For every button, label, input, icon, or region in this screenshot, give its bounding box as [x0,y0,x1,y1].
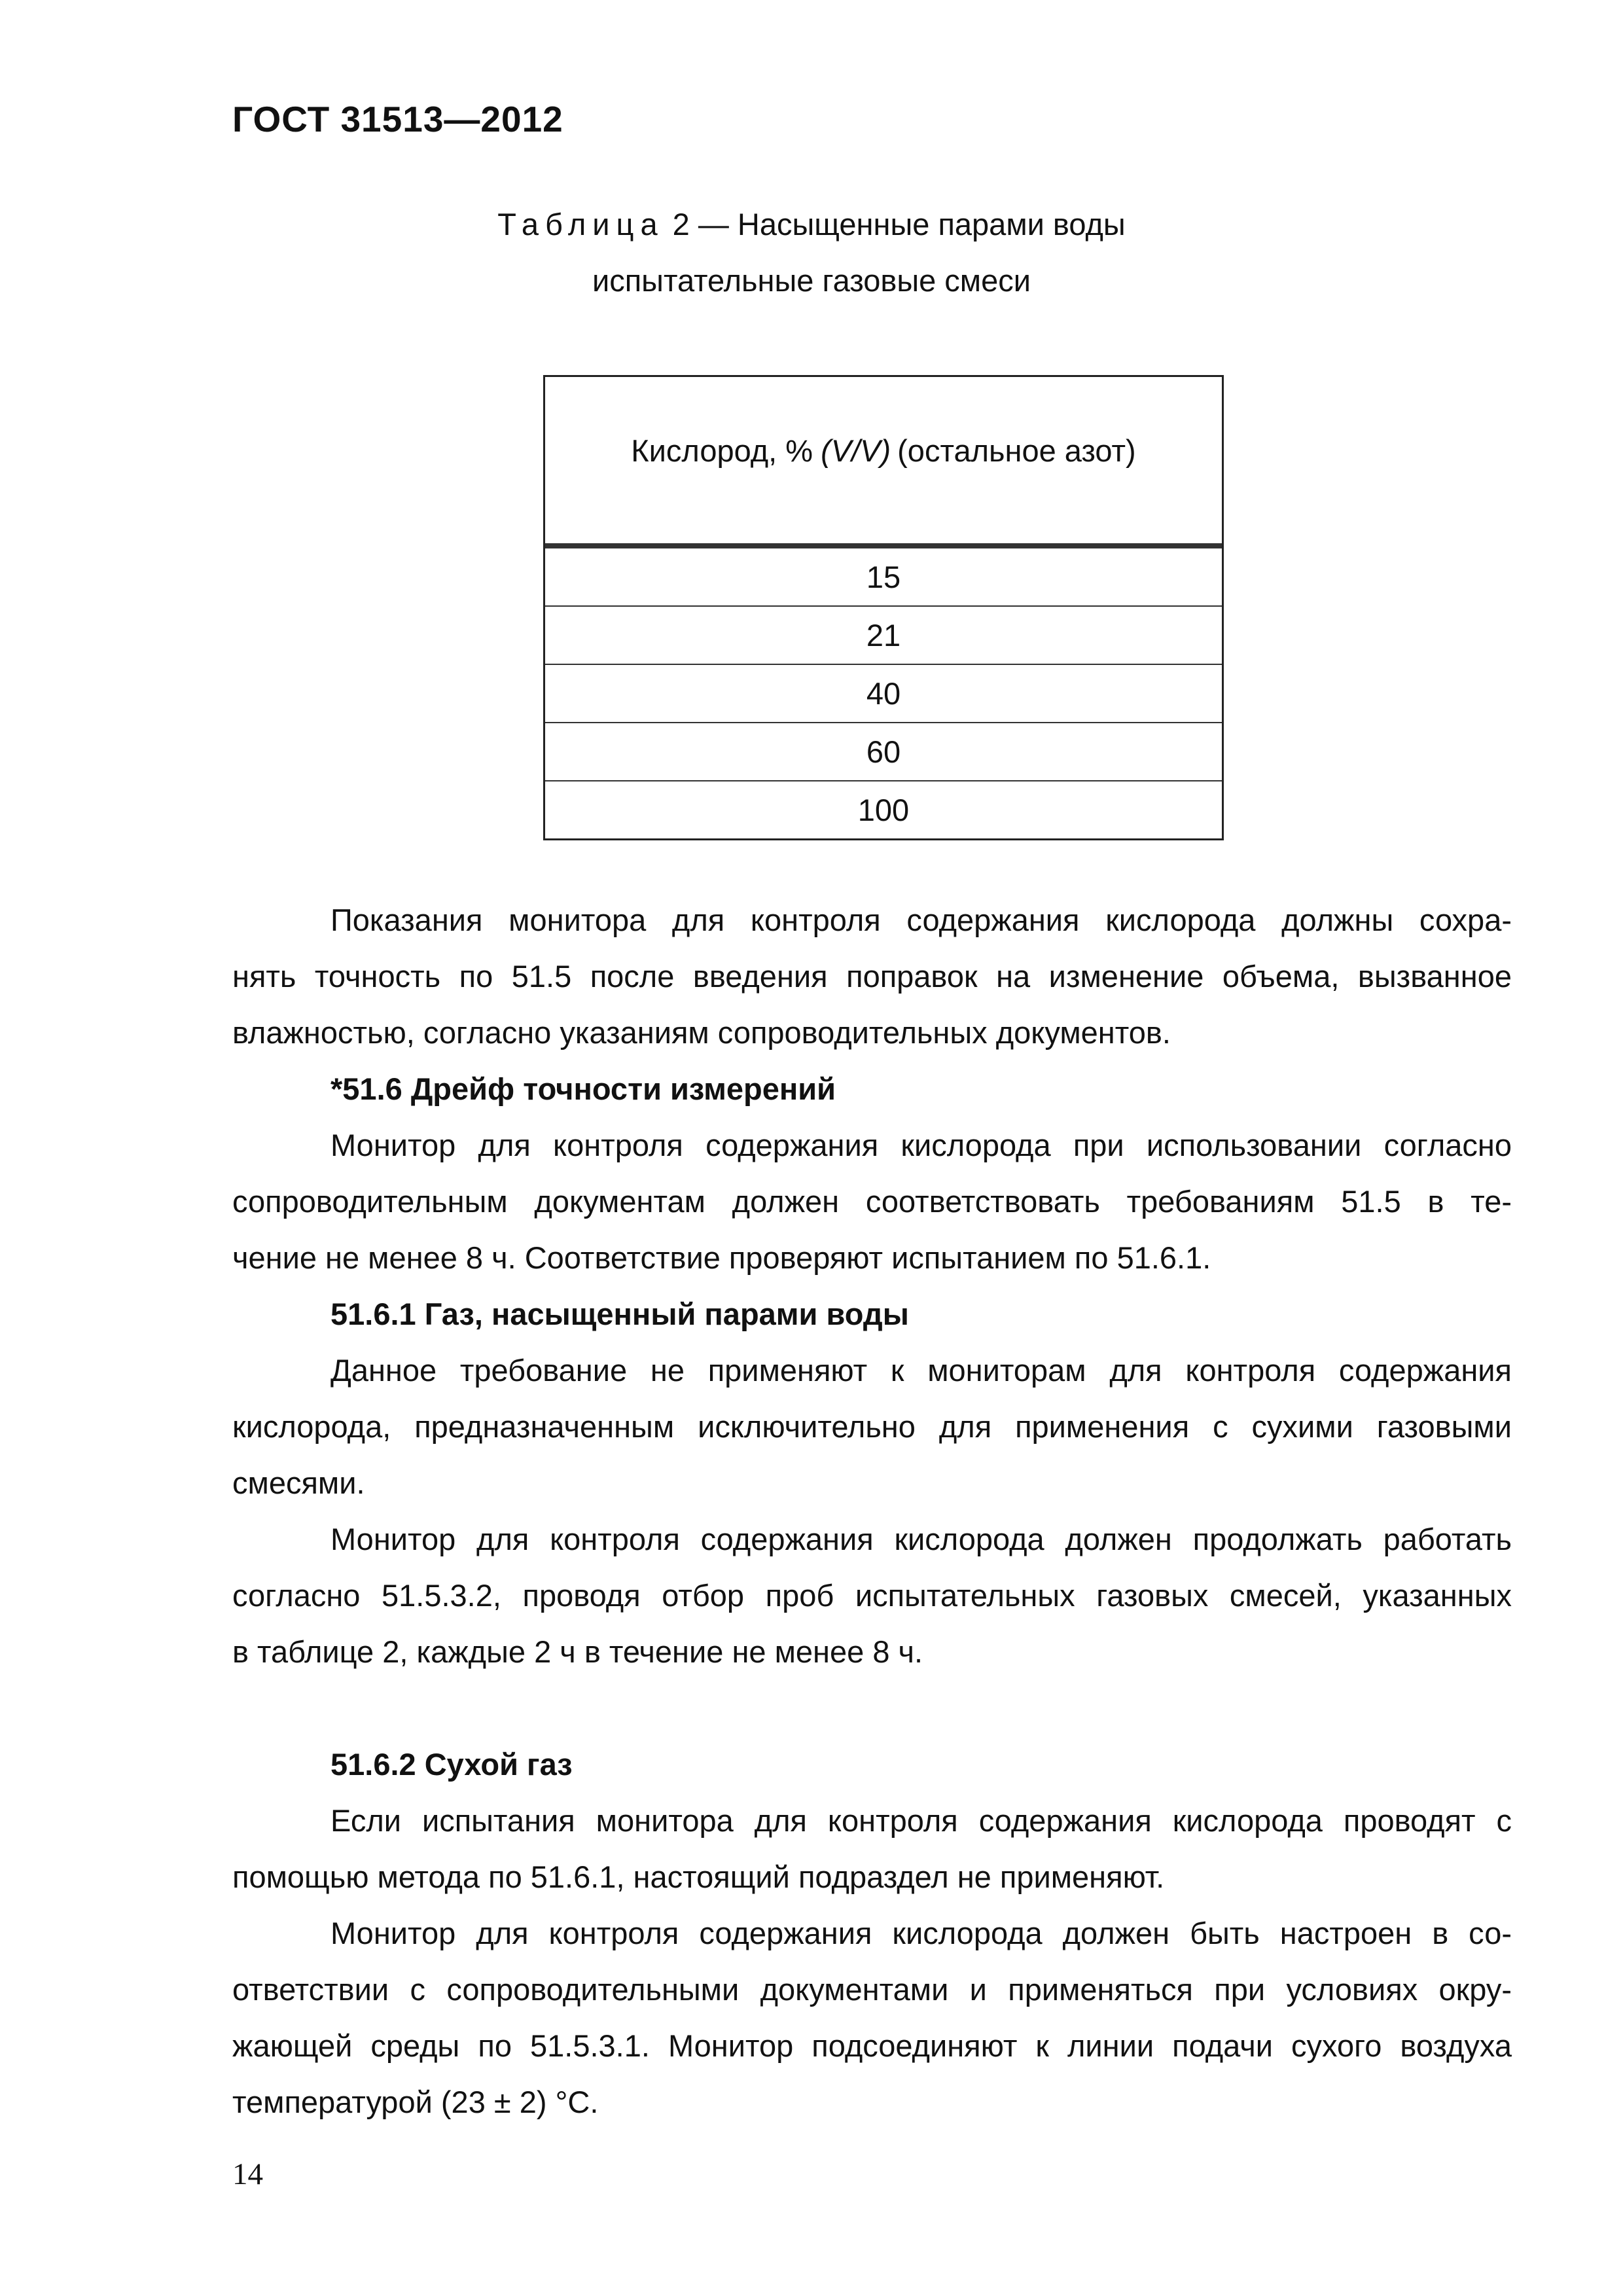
table-caption-label: Таблица [497,207,664,242]
text-line: влажностью, согласно указаниям сопроводительных документов. [232,1015,1171,1050]
document-code: ГОСТ 31513—2012 [232,99,563,139]
text-line: ответствии с сопроводительными документами и применяться при условиях окру- [232,1972,1512,2007]
paragraph-accuracy [232,892,1512,1061]
table-caption [0,196,1623,253]
table-row: 100 [545,780,1222,838]
section-heading-51-6-1: 51.6.1 Газ, насыщенный парами воды [330,1297,909,1331]
section-heading-51-6: *51.6 Дрейф точности измерений [330,1071,836,1106]
paragraph-dry-gas-exception [232,1793,1512,1905]
table-caption-title: 2 — Насыщенные парами воды [672,207,1126,242]
text-line: Монитор для контроля содержания кислорода должен быть настроен в со- [330,1916,1512,1950]
column-header-unit: (V/V) [821,433,891,468]
table-column-header [545,377,1222,547]
paragraph-drift [232,1117,1512,1286]
text-line: жающей среды по 51.5.3.1. Монитор подсоединяют к линии подачи сухого воздуха [232,2028,1512,2063]
text-line: Монитор для контроля содержания кислорода должен продолжать работать [330,1522,1512,1556]
text-line: смесями. [232,1465,365,1500]
table-row: 15 [545,547,1222,605]
table-row: 60 [545,722,1222,780]
text-line: помощью метода по 51.6.1, настоящий подраздел не применяют. [232,1859,1165,1894]
oxygen-table [543,375,1224,840]
column-header-suffix: (остальное азот) [897,433,1136,468]
text-line: Если испытания монитора для контроля содержания кислорода проводят с [330,1803,1512,1838]
table-row: 21 [545,605,1222,664]
page-number: 14 [232,2157,263,2191]
paragraph-dry-gas-setup [232,1905,1512,2130]
text-line: сопроводительным документам должен соответствовать требованиям 51.5 в те- [232,1184,1512,1219]
section-heading-51-6-2: 51.6.2 Сухой газ [330,1747,573,1782]
text-line: кислорода, предназначенным исключительно для применения с сухими газовыми [232,1409,1512,1444]
text-line: согласно 51.5.3.2, проводя отбор проб испытательных газовых смесей, указанных [232,1578,1512,1613]
text-line: Монитор для контроля содержания кислорода при использовании согласно [330,1128,1512,1162]
text-line: Показания монитора для контроля содержания кислорода должны сохра- [330,903,1512,937]
paragraph-not-applied [232,1342,1512,1511]
table-caption-line2: испытательные газовые смеси [592,263,1031,298]
text-line: нять точность по 51.5 после введения поправок на изменение объема, вызванное [232,959,1512,994]
text-line: Данное требование не применяют к мониторам для контроля содержания [330,1353,1512,1388]
text-line: в таблице 2, каждые 2 ч в течение не менее 8 ч. [232,1634,923,1669]
text-line: чение не менее 8 ч. Соответствие проверяют испытанием по 51.6.1. [232,1240,1211,1275]
text-line: температурой (23 ± 2) °С. [232,2085,599,2119]
table-row: 40 [545,664,1222,722]
column-header-prefix: Кислород, % [631,433,813,468]
paragraph-continue-work [232,1511,1512,1680]
